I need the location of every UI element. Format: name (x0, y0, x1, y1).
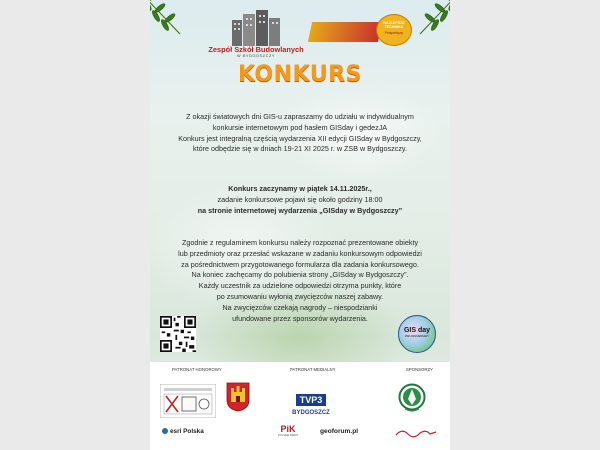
gisday-badge-main: GIS day (403, 327, 431, 334)
rules-line: za pośrednictwem przygotowanego formularza dla zadania konkursowego. (181, 259, 419, 269)
patronat-honorowy-label: PATRONAT HONOROWY (172, 367, 222, 372)
rules-line: Zgodnie z regulaminem konkursu należy rozpoznać prezentowane obiekty (181, 238, 419, 247)
ranking-badge (310, 14, 410, 44)
rules-line: lub przedmioty oraz przesłać wskazane w zadaniu konkursowym odpowiedzi (178, 248, 422, 258)
intro-line: Konkurs jest integralną częścią wydarzenia XII edycji GISday w Bydgoszczy, (178, 133, 422, 143)
page-title: KONKURS (238, 62, 362, 87)
geoforum-logo: geoforum.pl (320, 428, 359, 435)
rules-line: ufundowane przez sponsorów wydarzenia. (232, 313, 368, 323)
qr-code-icon[interactable] (160, 316, 196, 352)
esri-logo (162, 428, 204, 435)
rules-paragraph (150, 238, 450, 324)
start-line: Konkurs zaczynamy w piątek 14.11.2025r., (228, 184, 372, 193)
pik-logo (278, 424, 298, 437)
tvp3-city: BYDGOSZCZ (292, 410, 330, 416)
sponsor-emblem-icon (398, 383, 426, 413)
gugik-logo-icon (160, 384, 216, 418)
bydgoszcz-coat-of-arms-icon (226, 382, 250, 412)
start-line: zadanie konkursowe pojawi się około godziny 18:00 (217, 194, 383, 204)
badge-line3: Perspektywy (384, 31, 404, 35)
start-line: na stronie internetowej wydarzenia „GISday w Bydgoszczy” (197, 205, 403, 215)
fern-top-left-icon (150, 0, 190, 42)
sponsor-signature-icon (394, 426, 438, 438)
esri-label: esri Polska (170, 428, 204, 435)
intro-line: konkursie internetowym pod hasłem GISday i gedezJA (212, 122, 388, 132)
poster (150, 0, 450, 450)
school-building-logo-icon (228, 10, 284, 46)
gisday-badge (398, 315, 436, 353)
intro-line: Z okazji światowych dni GIS-u zapraszamy do udziału w indywidualnym (186, 112, 414, 121)
rules-line: Każdy uczestnik za udzielone odpowiedzi otrzyma punkty, które (198, 281, 402, 291)
sponsorzy-label: SPONSORZY (406, 367, 433, 372)
tvp3-logo (290, 390, 332, 414)
rules-line: po zsumowaniu wyłonią zwycięzców naszej zabawy. (216, 291, 384, 301)
intro-paragraph (150, 112, 450, 155)
badge-line1: NAJLEPSZE (383, 21, 405, 25)
fern-top-right-icon (410, 0, 450, 42)
badge-line2: TECHNIKA (384, 25, 404, 29)
globe-icon (162, 428, 168, 434)
start-paragraph (150, 184, 450, 216)
school-city: W BYDGOSZCZY (237, 54, 275, 58)
tvp3-mark: TVP3 (296, 394, 327, 406)
pik-sub: POLSKIE RADIO (278, 434, 299, 437)
school-name: Zespół Szkół Budowlanych (208, 45, 304, 54)
intro-line: które odbędzie się w dniach 19-21 XI 2025 r. w ZSB w Bydgoszczy. (192, 144, 407, 154)
rules-line: Na koniec zachęcamy do polubienia strony „GISday w Bydgoszczy”. (191, 270, 409, 280)
patronat-medialny-label: PATRONAT MEDIALNY (290, 367, 336, 372)
gisday-badge-sub: 25th ANNIVERSARY (404, 335, 430, 338)
rules-line: Na zwycięzców czekają nagrody – niespodzianki (222, 302, 378, 312)
pik-mark: PiK (280, 424, 296, 434)
